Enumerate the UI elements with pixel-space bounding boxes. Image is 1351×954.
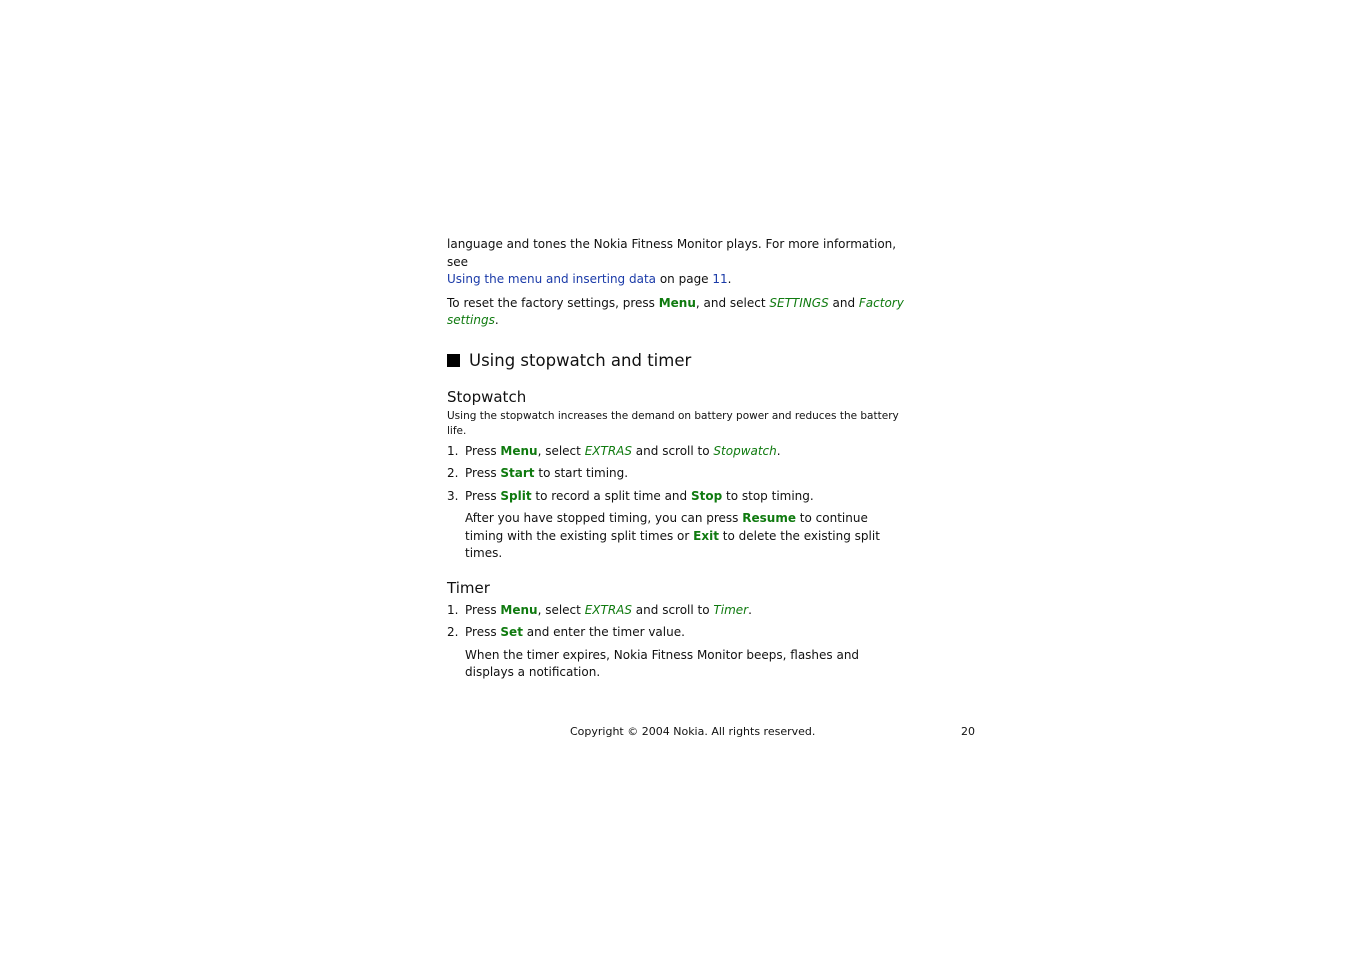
step-text: to start timing. bbox=[534, 466, 629, 480]
stopwatch-option: Stopwatch bbox=[713, 443, 777, 458]
list-item bbox=[447, 602, 907, 620]
step-text: to stop timing. bbox=[722, 488, 814, 503]
extras-option: EXTRAS bbox=[584, 602, 632, 617]
split-key: Split bbox=[500, 488, 532, 503]
stopwatch-note: Using the stopwatch increases the demand on battery power and reduces the battery life. bbox=[447, 409, 899, 437]
step-note bbox=[465, 510, 907, 563]
reset-text: To reset the factory settings, press bbox=[447, 295, 659, 310]
step-note: When the timer expires, Nokia Fitness Monitor beeps, flashes and displays a notification. bbox=[465, 647, 860, 679]
intro-text-end: . bbox=[727, 272, 732, 286]
step-text: Press bbox=[465, 625, 501, 639]
intro-paragraph bbox=[447, 236, 907, 289]
menu-usage-link[interactable]: Using the menu and inserting data bbox=[447, 272, 657, 286]
intro-text: language and tones the Nokia Fitness Monitor plays. For more information, see bbox=[447, 237, 897, 269]
step-text: , select bbox=[537, 443, 585, 458]
list-item bbox=[447, 624, 907, 682]
step-number: 1. bbox=[447, 443, 459, 458]
step-text: and scroll to bbox=[631, 443, 714, 458]
exit-key: Exit bbox=[693, 528, 719, 543]
step-text: . bbox=[748, 602, 752, 617]
menu-key: Menu bbox=[658, 295, 696, 310]
menu-key: Menu bbox=[500, 602, 538, 617]
step-text: . bbox=[776, 443, 781, 458]
step-number: 2. bbox=[447, 466, 459, 480]
step-text: , select bbox=[537, 602, 585, 617]
step-number: 3. bbox=[447, 488, 459, 503]
section-title: Using stopwatch and timer bbox=[469, 350, 692, 370]
stopwatch-heading: Stopwatch bbox=[447, 387, 527, 406]
section-heading bbox=[447, 350, 907, 372]
intro-text-mid: on page bbox=[656, 272, 713, 286]
square-bullet-icon bbox=[447, 354, 460, 367]
stop-key: Stop bbox=[690, 488, 723, 503]
step-text: Press bbox=[465, 602, 501, 617]
factory-settings-option: Factory settings bbox=[447, 295, 904, 327]
note-text: to continue timing with the existing split times or bbox=[465, 511, 868, 543]
step-text: Press bbox=[465, 488, 501, 503]
reset-paragraph bbox=[447, 295, 907, 330]
reset-text-end: . bbox=[494, 313, 499, 327]
page-content bbox=[447, 236, 907, 687]
page-number: 20 bbox=[961, 725, 975, 738]
page-ref-link[interactable]: 11 bbox=[712, 272, 728, 286]
step-number: 1. bbox=[447, 602, 459, 617]
resume-key: Resume bbox=[742, 511, 796, 525]
list-item bbox=[447, 465, 907, 483]
step-text: Press bbox=[465, 443, 501, 458]
reset-text-b: , and select bbox=[695, 295, 770, 310]
copyright-notice: Copyright © 2004 Nokia. All rights reserved. bbox=[570, 725, 816, 738]
reset-text-c: and bbox=[828, 295, 859, 310]
step-text: Press bbox=[465, 466, 501, 480]
stopwatch-steps bbox=[447, 443, 907, 563]
step-text: and enter the timer value. bbox=[522, 625, 685, 639]
settings-option: SETTINGS bbox=[769, 295, 829, 310]
step-text: and scroll to bbox=[631, 602, 714, 617]
menu-key: Menu bbox=[500, 443, 538, 458]
timer-heading: Timer bbox=[447, 578, 490, 597]
note-text: to delete the existing split times. bbox=[465, 528, 880, 560]
set-key: Set bbox=[500, 625, 523, 639]
list-item bbox=[447, 443, 907, 461]
extras-option: EXTRAS bbox=[584, 443, 632, 458]
timer-option: Timer bbox=[713, 602, 749, 617]
list-item bbox=[447, 488, 907, 563]
timer-steps bbox=[447, 602, 907, 682]
note-text: After you have stopped timing, you can press bbox=[465, 511, 743, 525]
start-key: Start bbox=[500, 466, 535, 480]
step-number: 2. bbox=[447, 625, 459, 639]
step-text: to record a split time and bbox=[531, 488, 691, 503]
